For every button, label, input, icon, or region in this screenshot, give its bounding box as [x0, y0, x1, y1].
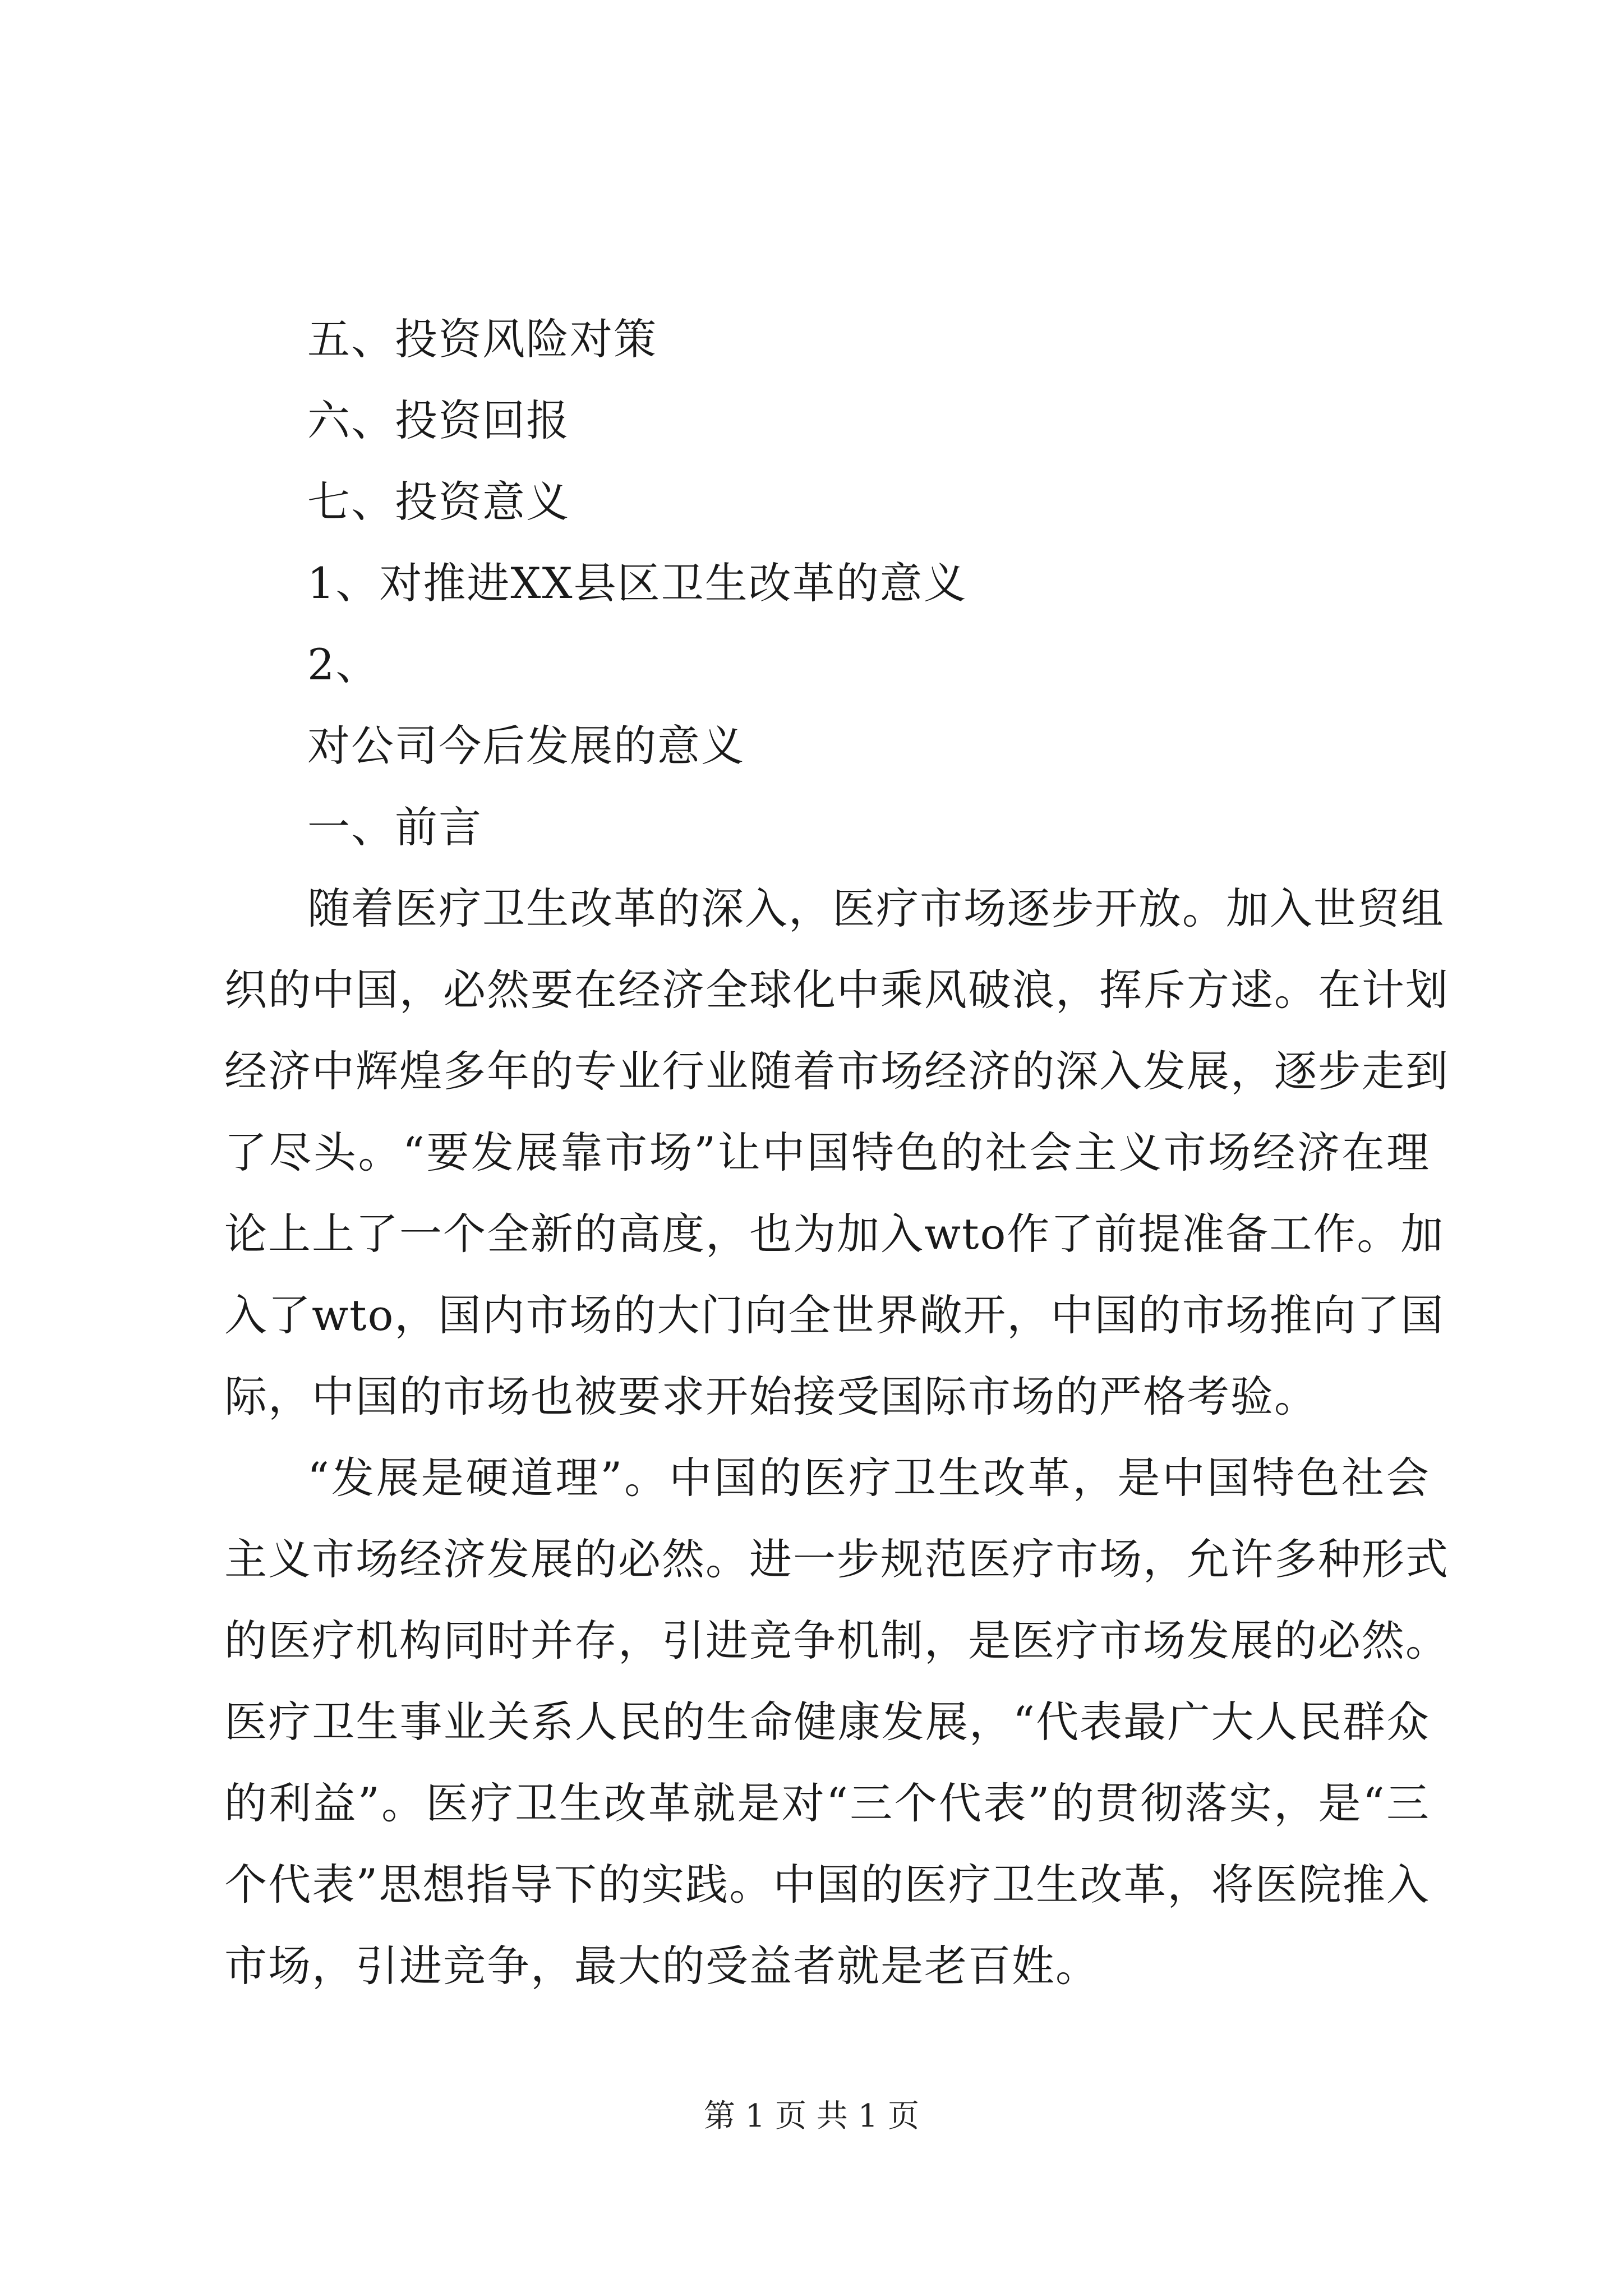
paragraph-line: 入了wto，国内市场的大门向全世界敞开，中国的市场推向了国 — [224, 1290, 1445, 1340]
paragraph-line: 论上上了一个全新的高度，也为加入wto作了前提准备工作。加 — [224, 1209, 1445, 1259]
paragraph-line: 医疗卫生事业关系人民的生命健康发展，“代表最广大人民群众 — [224, 1697, 1430, 1747]
paragraph-line: 际，中国的市场也被要求开始接受国际市场的严格考验。 — [224, 1372, 1318, 1421]
toc-item: 七、投资意义 — [307, 477, 570, 527]
page-footer: 第 1 页 共 1 页 — [703, 2098, 920, 2134]
toc-item: 六、投资回报 — [307, 395, 570, 445]
paragraph-line: 个代表”思想指导下的实践。中国的医疗卫生改革，将医院推入 — [224, 1860, 1430, 1910]
paragraph-line: 的利益”。医疗卫生改革就是对“三个代表”的贯彻落实，是“三 — [224, 1778, 1430, 1828]
toc-item: 1、对推进XX县区卫生改革的意义 — [307, 558, 967, 608]
paragraph-line: 主义市场经济发展的必然。进一步规范医疗市场，允许多种形式 — [224, 1534, 1449, 1584]
paragraph-line: 市场，引进竞争，最大的受益者就是老百姓。 — [224, 1941, 1099, 1991]
paragraph-line: “发展是硬道理”。中国的医疗卫生改革，是中国特色社会 — [307, 1453, 1430, 1503]
paragraph-line: 经济中辉煌多年的专业行业随着市场经济的深入发展，逐步走到 — [224, 1046, 1449, 1096]
section-title: 一、前言 — [307, 802, 482, 852]
paragraph-line: 了尽头。“要发展靠市场”让中国特色的社会主义市场经济在理 — [224, 1128, 1430, 1177]
paragraph-line: 随着医疗卫生改革的深入，医疗市场逐步开放。加入世贸组 — [307, 884, 1445, 933]
paragraph-line: 织的中国，必然要在经济全球化中乘风破浪，挥斥方逑。在计划 — [224, 965, 1449, 1015]
toc-item: 五、投资风险对策 — [307, 314, 657, 364]
toc-item: 2、 — [307, 639, 380, 689]
toc-item: 对公司今后发展的意义 — [307, 721, 745, 771]
paragraph-line: 的医疗机构同时并存，引进竞争机制，是医疗市场发展的必然。 — [224, 1616, 1449, 1665]
